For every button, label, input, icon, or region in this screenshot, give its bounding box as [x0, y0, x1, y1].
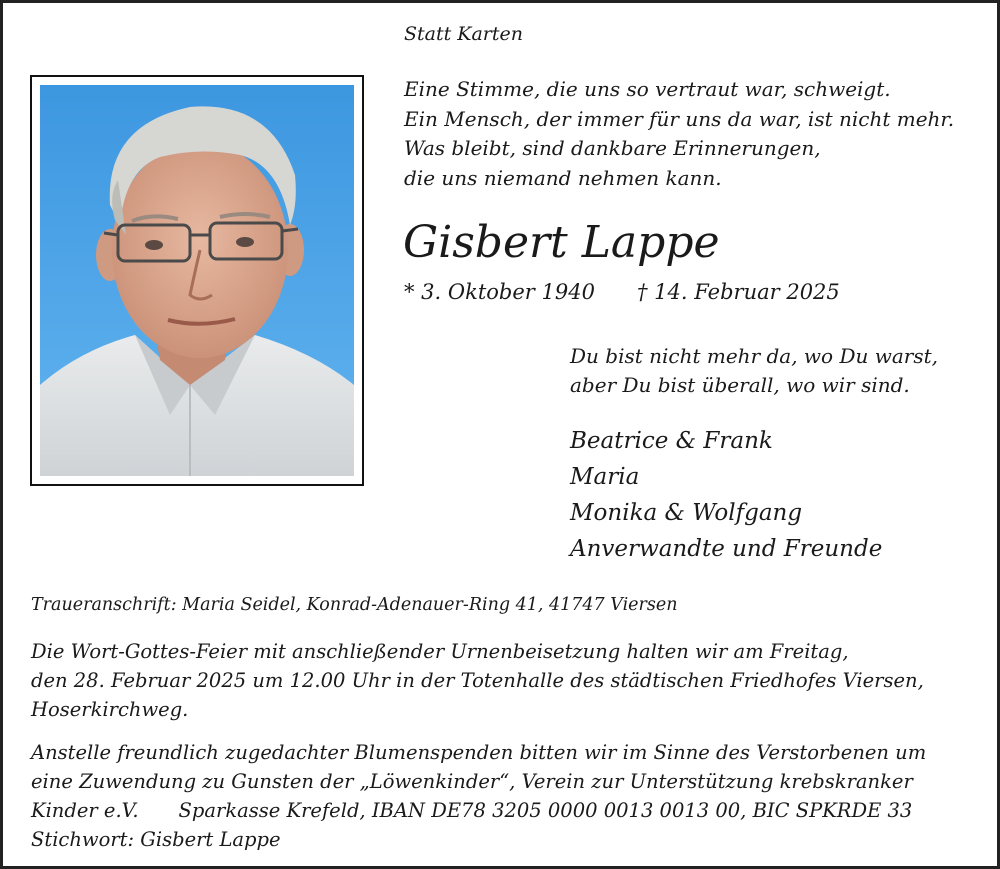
family-name: Beatrice & Frank: [570, 428, 773, 454]
poem-line: Ein Mensch, der immer für uns da war, ist nicht mehr.: [404, 106, 955, 131]
portrait-frame: [30, 75, 364, 486]
bank-details: Sparkasse Krefeld, IBAN DE78 3205 0000 0013 0013 00, BIC SPKRDE 33: [178, 799, 913, 822]
deceased-name: Gisbert Lappe: [403, 217, 720, 268]
donation-recipient: Kinder e.V.: [31, 799, 139, 822]
family-name: Maria: [570, 464, 640, 490]
service-info: [31, 637, 924, 724]
family-list: [570, 423, 882, 567]
family-name: Anverwandte und Freunde: [570, 536, 883, 562]
donation-line: eine Zuwendung zu Gunsten der „Löwenkinder“, Verein zur Unterstützung krebskranker: [31, 770, 913, 793]
portrait-photo: [40, 85, 354, 476]
donation-info: [31, 738, 926, 854]
portrait-illustration: [40, 85, 354, 476]
mourning-address: Traueranschrift: Maria Seidel, Konrad-Adenauer-Ring 41, 41747 Viersen: [31, 595, 678, 615]
poem-line: die uns niemand nehmen kann.: [404, 165, 722, 190]
service-line: Die Wort-Gottes-Feier mit anschließender Urnenbeisetzung halten wir am Freitag,: [31, 640, 849, 663]
service-line: Hoserkirchweg.: [31, 698, 189, 721]
quote-line: Du bist nicht mehr da, wo Du warst,: [570, 344, 938, 368]
death-date: † 14. Februar 2025: [637, 280, 840, 304]
donation-bank-line: [31, 796, 926, 825]
poem-line: Eine Stimme, die uns so vertraut war, schweigt.: [404, 77, 891, 101]
poem: [404, 75, 954, 193]
quote: [570, 342, 938, 400]
birth-date: * 3. Oktober 1940: [404, 280, 595, 304]
family-name: Monika & Wolfgang: [570, 500, 803, 526]
service-line: den 28. Februar 2025 um 12.00 Uhr in der Totenhalle des städtischen Friedhofes Viersen,: [31, 669, 924, 692]
donation-line: Anstelle freundlich zugedachter Blumenspenden bitten wir im Sinne des Verstorbenen um: [31, 741, 927, 764]
quote-line: aber Du bist überall, wo wir sind.: [570, 373, 910, 397]
poem-line: Was bleibt, sind dankbare Erinnerungen,: [404, 136, 821, 160]
keyword-line: Stichwort: Gisbert Lappe: [31, 828, 281, 851]
statt-karten-label: Statt Karten: [404, 23, 524, 45]
